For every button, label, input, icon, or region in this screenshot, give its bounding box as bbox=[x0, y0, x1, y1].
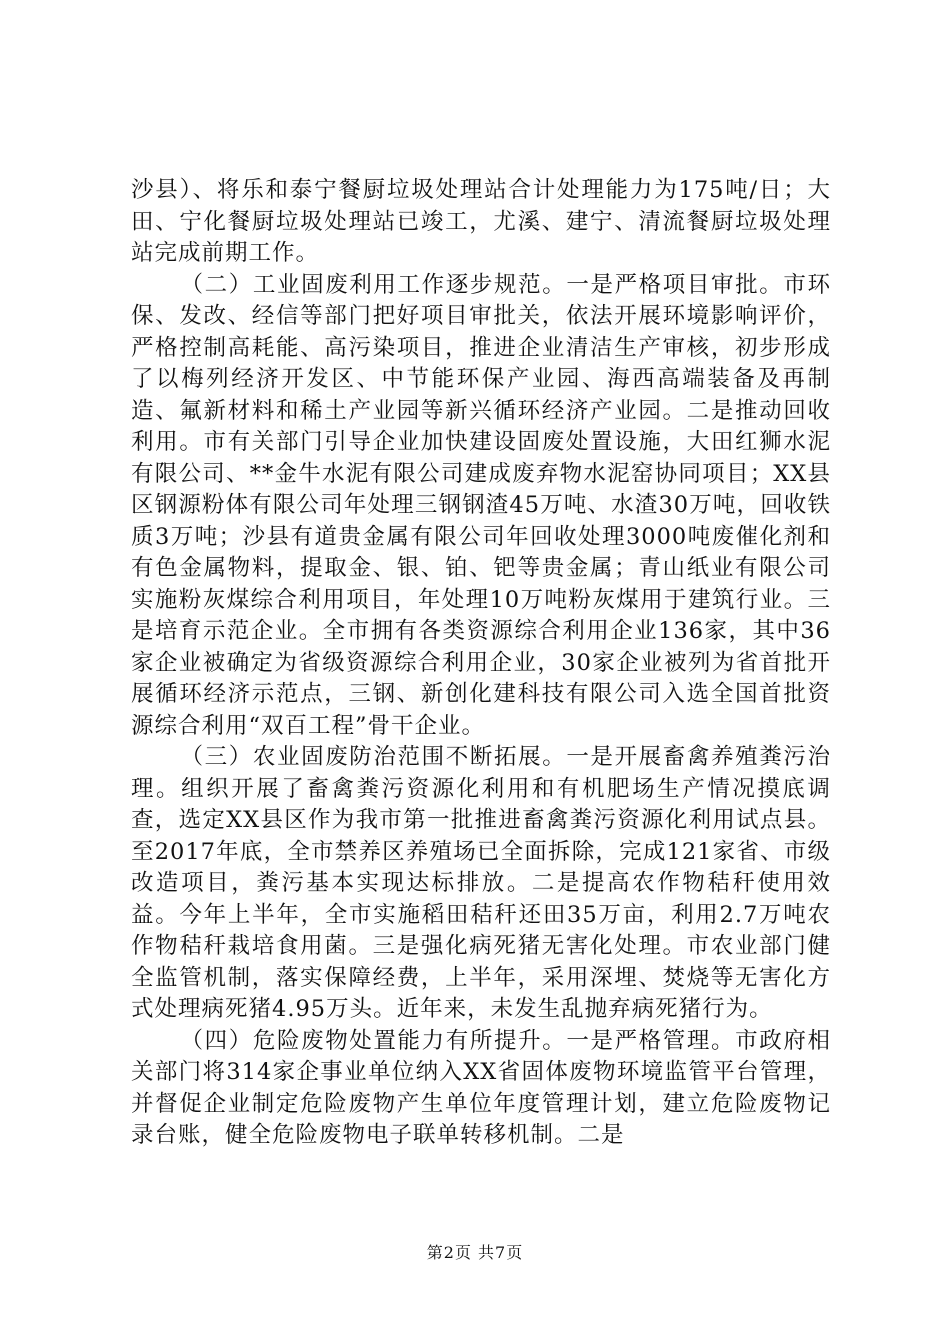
page-footer: 第2页 共7页 bbox=[426, 1243, 524, 1262]
paragraph-industrial-solid-waste: （二）工业固废利用工作逐步规范。一是严格项目审批。市环保、发改、经信等部门把好项目审批关，依法开展环境影响评价，严格控制高耗能、高污染项目，推进企业清洁生产审核，初步形成了以梅列经济开发区、中节能环保产业园、海西高端装备及再制造、氟新材料和稀土产业园等新兴循环经济产业园。二是推动回收利用。市有关部门引导企业加快建设固废处置设施，大田红狮水泥有限公司、**金牛水泥有限公司建成废弃物水泥窑协同项目；XX县区钢源粉体有限公司年处理三钢钢渣45万吨、水渣30万吨，回收铁质3万吨；沙县有道贵金属有限公司年回收处理3000吨废催化剂和有色金属物料，提取金、银、铂、钯等贵金属；青山纸业有限公司实施粉灰煤综合利用项目，年处理10万吨粉灰煤用于建筑行业。三是培育示范企业。全市拥有各类资源综合利用企业136家，其中36家企业被确定为省级资源综合利用企业，30家企业被列为省首批开展循环经济示范点，三钢、新创化建科技有限公司入选全国首批资源综合利用“双百工程”骨干企业。 bbox=[131, 271, 831, 739]
paragraph-continuation: 沙县）、将乐和泰宁餐厨垃圾处理站合计处理能力为175吨/日；大田、宁化餐厨垃圾处理站已竣工，尤溪、建宁、清流餐厨垃圾处理站完成前期工作。 bbox=[131, 177, 831, 266]
paragraph-hazardous-waste: （四）危险废物处置能力有所提升。一是严格管理。市政府相关部门将314家企事业单位纳入XX省固体废物环境监管平台管理，并督促企业制定危险废物产生单位年度管理计划，建立危险废物记录台账，健全危险废物电子联单转移机制。二是 bbox=[131, 1027, 831, 1148]
paragraph-agricultural-solid-waste: （三）农业固废防治范围不断拓展。一是开展畜禽养殖粪污治理。组织开展了畜禽粪污资源化利用和有机肥场生产情况摸底调查，选定XX县区作为我市第一批推进畜禽粪污资源化利用试点县。至2017年底，全市禁养区养殖场已全面拆除，完成121家省、市级改造项目，粪污基本实现达标排放。二是提高农作物秸秆使用效益。今年上半年，全市实施稻田秸秆还田35万亩，利用2.7万吨农作物秸秆栽培食用菌。三是强化病死猪无害化处理。市农业部门健全监管机制，落实保障经费，上半年，采用深埋、焚烧等无害化方式处理病死猪4.95万头。近年来，未发生乱抛弃病死猪行为。 bbox=[131, 744, 831, 1022]
document-body bbox=[131, 175, 831, 1152]
